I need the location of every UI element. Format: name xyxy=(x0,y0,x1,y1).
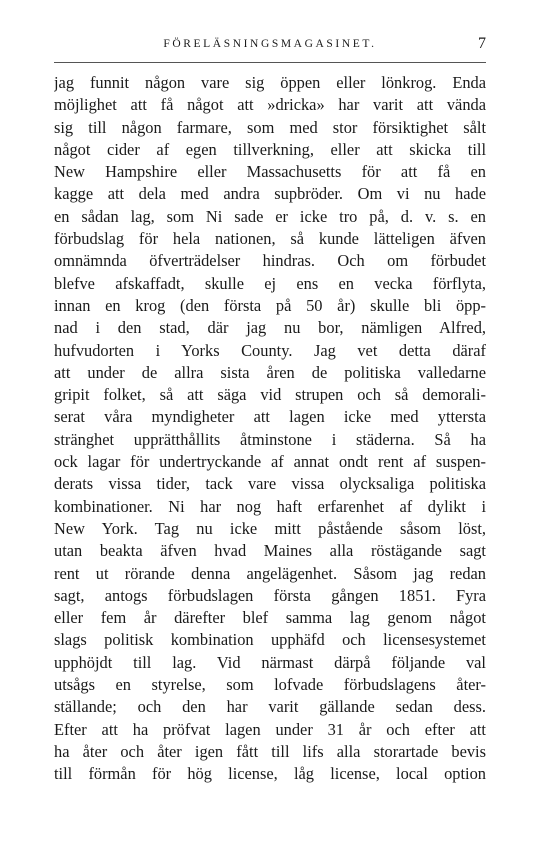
header-rule xyxy=(54,62,486,63)
text-line: till förmån för hög license, låg license, local option xyxy=(54,764,486,784)
text-line: jag funnit någon vare sig öppen eller lönkrog. Enda xyxy=(54,73,486,92)
text-line: derats vissa tider, tack vare vissa olycksaliga politiska xyxy=(54,474,486,494)
text-line: utsågs en styrelse, som lofvade förbudslagens åter- xyxy=(54,675,486,695)
text-line: Efter att ha pröfvat lagen under 31 år och efter att xyxy=(54,719,486,739)
text-line: stränghet upprätthållits åtminstone i städerna. Så ha xyxy=(54,429,486,449)
text-line: gripit folket, så att säga vid strupen och så demorali- xyxy=(54,385,486,405)
text-line: förbudslag för hela nationen, så kunde lätteligen äfven xyxy=(54,229,486,249)
text-line: att under de allra sista åren de politiska valledarne xyxy=(54,362,486,382)
text-line: en sådan lag, som Ni sade er icke tro på, d. v. s. en xyxy=(54,206,486,226)
text-line: nad i den stad, där jag nu bor, nämligen Alfred, xyxy=(54,318,486,338)
text-line: eller fem år därefter blef samma lag genom något xyxy=(54,608,486,628)
text-line: omnämnda öfverträdelser hindras. Och om förbudet xyxy=(54,251,486,271)
text-line: slags politisk kombination upphäfd och licensesystemet xyxy=(54,630,486,650)
text-line: sig till någon farmare, som med stor försiktighet sålt xyxy=(54,117,486,137)
text-line: möjlighet att få något att »dricka» har varit att vända xyxy=(54,95,486,115)
text-line: sagt, antogs förbudslagen första gången 1851. Fyra xyxy=(54,585,486,605)
text-line: upphöjdt till lag. Vid närmast därpå följande val xyxy=(54,652,486,672)
running-title: FÖRELÄSNINGSMAGASINET. xyxy=(163,38,377,50)
text-line: hufvudorten i Yorks County. Jag vet detta däraf xyxy=(54,340,486,360)
text-line: kagge att dela med andra supbröder. Om vi nu hade xyxy=(54,184,486,204)
text-line: kombinationer. Ni har nog haft erfarenhet af dylikt i xyxy=(54,496,486,516)
page-number: 7 xyxy=(478,35,486,52)
body-text xyxy=(54,72,486,786)
text-line: serat våra myndigheter att lagen icke med yttersta xyxy=(54,407,486,427)
text-line: utan beakta äfven hvad Maines alla röstägande sagt xyxy=(54,541,486,561)
running-head xyxy=(54,35,486,58)
text-line: innan en krog (den första på 50 år) skulle bli öpp- xyxy=(54,295,486,315)
text-line: rent ut rörande denna angelägenhet. Såsom jag redan xyxy=(54,563,486,583)
text-line: ock lagar för undertryckande af annat ondt rent af suspen- xyxy=(54,452,486,472)
text-line: New Hampshire eller Massachusetts för att få en xyxy=(54,162,486,182)
text-line: ha åter och åter igen fått till lifs alla storartade bevis xyxy=(54,741,486,761)
text-line: ställande; och den har varit gällande sedan dess. xyxy=(54,697,486,717)
text-line: något cider af egen tillverkning, eller att skicka till xyxy=(54,139,486,159)
text-line: New York. Tag nu icke mitt påstående såsom löst, xyxy=(54,518,486,538)
text-line: blefve afskaffadt, skulle ej ens en vecka förflyta, xyxy=(54,273,486,293)
